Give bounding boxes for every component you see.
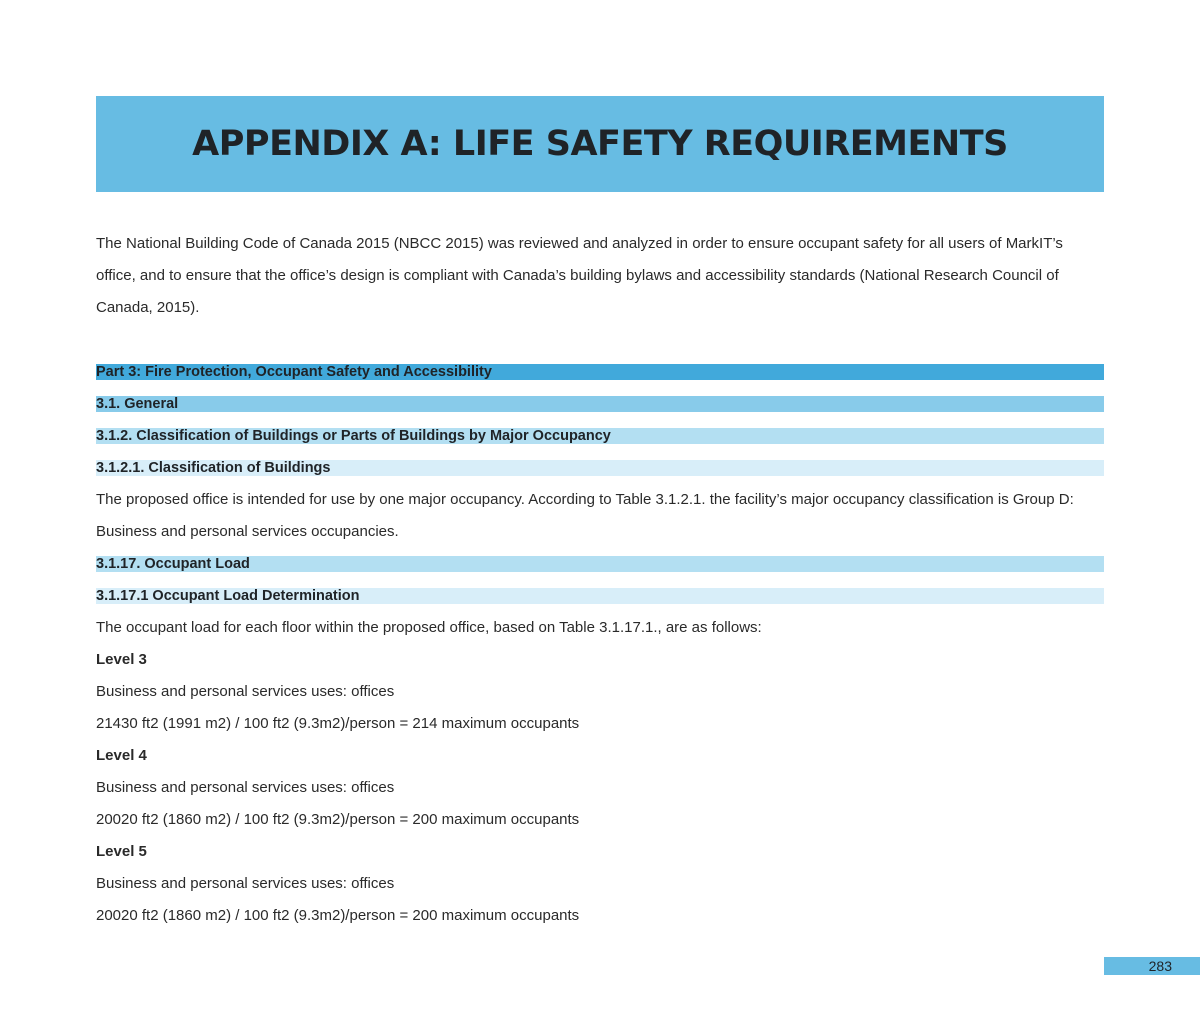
title-banner [96, 96, 1104, 192]
level-use: Business and personal services uses: offices [96, 683, 395, 700]
page-number: 283 [1104, 957, 1200, 975]
level-calc: 20020 ft2 (1860 m2) / 100 ft2 (9.3m2)/person = 200 maximum occupants [96, 811, 580, 828]
heading-3-1-2-1: 3.1.2.1. Classification of Buildings [96, 460, 1104, 476]
level-label: Level 3 [96, 651, 147, 668]
occupant-intro: The occupant load for each floor within the proposed office, based on Table 3.1.17.1., are as follows: [96, 619, 762, 636]
heading-3-1-2: 3.1.2. Classification of Buildings or Parts of Buildings by Major Occupancy [96, 428, 1104, 444]
level-use: Business and personal services uses: offices [96, 875, 395, 892]
classification-paragraph: The proposed office is intended for use by one major occupancy. According to Table 3.1.2.1. the facility’s major occupancy classification is Group D: Business and personal services occupancies. [96, 491, 1074, 540]
document-body [96, 228, 1104, 932]
level-calc: 21430 ft2 (1991 m2) / 100 ft2 (9.3m2)/person = 214 maximum occupants [96, 715, 580, 732]
heading-part3: Part 3: Fire Protection, Occupant Safety and Accessibility [96, 364, 1104, 380]
level-label: Level 4 [96, 747, 147, 764]
intro-paragraph: The National Building Code of Canada 2015 (NBCC 2015) was reviewed and analyzed in order to ensure occupant safety for all users of MarkIT’s office, and to ensure that the office’s design is compliant with Canada’s building bylaws and accessibility standards (National Research Council of Canada, 2015). [96, 235, 1063, 316]
heading-3-1: 3.1. General [96, 396, 1104, 412]
page-title: APPENDIX A: LIFE SAFETY REQUIREMENTS [192, 124, 1008, 164]
level-use: Business and personal services uses: offices [96, 779, 395, 796]
heading-3-1-17-1: 3.1.17.1 Occupant Load Determination [96, 588, 1104, 604]
level-calc: 20020 ft2 (1860 m2) / 100 ft2 (9.3m2)/person = 200 maximum occupants [96, 907, 580, 924]
level-label: Level 5 [96, 843, 147, 860]
heading-3-1-17: 3.1.17. Occupant Load [96, 556, 1104, 572]
